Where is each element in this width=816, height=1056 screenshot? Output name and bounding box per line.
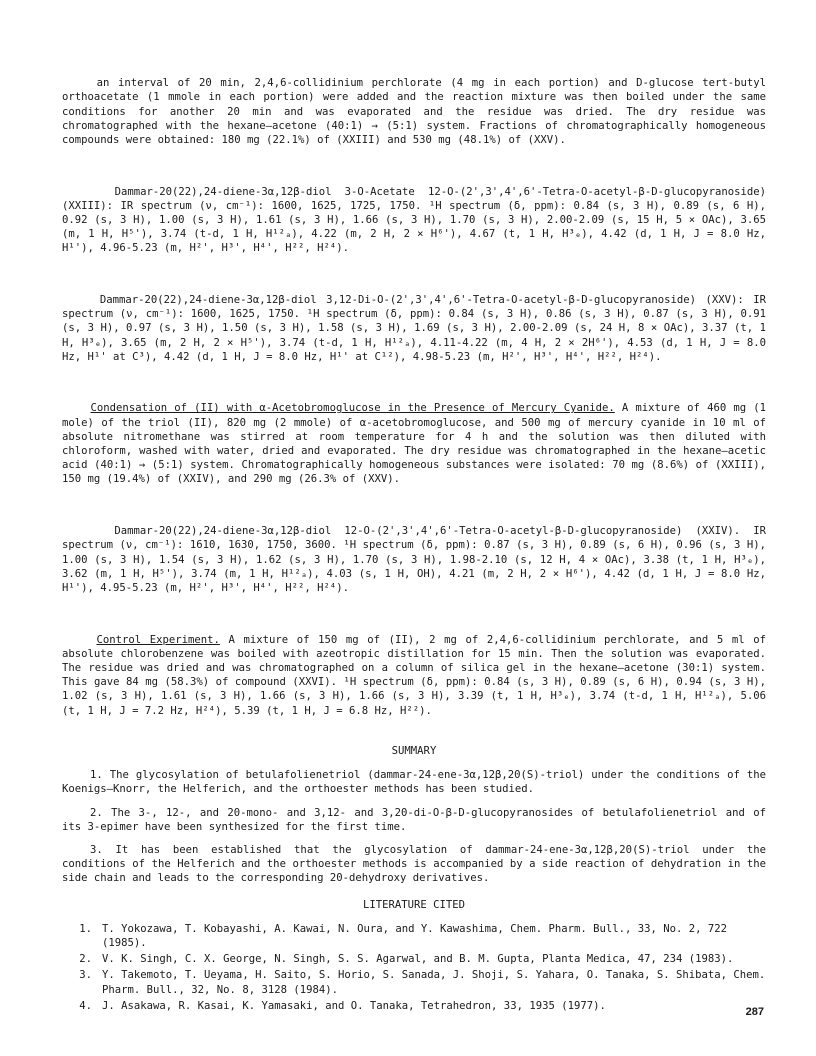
summary-item: 3. It has been established that the glycosylation of dammar-24-ene-3α,12β,20(S)-triol under the conditions of the Helferich and the orthoester methods is accompanied by a side reaction of dehydration in the side chain and leads to the corresponding 20-dehydroxy derivatives. bbox=[62, 843, 766, 885]
reference-text: J. Asakawa, R. Kasai, K. Yamasaki, and O. Tanaka, Tetrahedron, 33, 1935 (1977). bbox=[102, 999, 606, 1012]
paragraph-text: A mixture of 460 mg (1 mole) of the triol (II), 820 mg (2 mmole) of α-acetobromoglucose, and 500 mg of mercury cyanide in 10 ml of absolute nitromethane was stirred at room temperature for 4 h and the solution was then diluted with chloroform, washed with water, dried and evaporated. The dry residue was chromatographed in the hexane—acetic acid (40:1) → (5:1) system. Chromatographically homogeneous substances were isolated: 70 mg (8.6%) of (XXIII), 150 mg (19.4%) of (XXIV), and 290 mg (26.3% of (XXV). bbox=[62, 402, 773, 486]
paragraph-text: an interval of 20 min, 2,4,6-collidinium perchlorate (4 mg in each portion) and D-glucose tert-butyl orthoacetate (1 mmole in each portion) were added and the reaction mixture was then boiled under the same conditions for another 20 min and was evaporated and the residue was dried. The dry residue was chromatographed with the hexane—acetone (40:1) → (5:1) system. Fractions of chromatographically homogeneous compounds were obtained: 180 mg (22.1%) of (XXIII) and 530 mg (48.1%) of (XXV). bbox=[62, 77, 773, 147]
reference-number: 2. bbox=[79, 953, 92, 966]
control-experiment-paragraph bbox=[62, 618, 773, 732]
section-lead-heading: Condensation of (II) with α-Acetobromoglucose in the Presence of Mercury Cyanide. bbox=[90, 402, 615, 415]
compound-xxiv-paragraph bbox=[62, 510, 773, 609]
summary-heading: SUMMARY bbox=[391, 744, 437, 757]
reference-item bbox=[62, 952, 766, 966]
reference-number: 4. bbox=[79, 999, 92, 1012]
paragraph-text: Dammar-20(22),24-diene-3α,12β-diol 3,12-Di-O-(2',3',4',6'-Tetra-O-acetyl-β-D-glucopyranoside) (XXV): IR spectrum (ν, cm⁻¹): 1600, 1625, 1750. ¹H spectrum (δ, ppm): 0.84 (s, 3 H), 0.86 (s, 3 H), 0.87 (s, 3 H), 0.91 (s, 3 H), 0.97 (s, 3 H), 1.50 (s, 3 H), 1.58 (s, 3 H), 1.69 (s, 3 H), 2.00-2.09 (s, 24 H, 8 × OAc), 3.37 (t, 1 H, H³ₑ), 3.65 (m, 2 H, 2 × H⁵'), 3.74 (t-d, 1 H, H¹²ₐ), 4.11-4.22 (m, 4 H, 2 × 2H⁶'), 4.53 (d, 1 H, J = 8.0 Hz, H¹' at C³), 4.42 (d, 1 H, J = 8.0 Hz, H¹' at C¹²), 4.98-5.23 (m, H²', H³', H⁴', H²², H²⁴). bbox=[62, 294, 773, 363]
summary-item: 2. The 3-, 12-, and 20-mono- and 3,12- and 3,20-di-O-β-D-glucopyranosides of betulafolienetriol and of its 3-epimer have been synthesized for the first time. bbox=[62, 806, 766, 833]
paragraph-text: A mixture of 150 mg of (II), 2 mg of 2,4,6-collidinium perchlorate, and 5 ml of absolute chlorobenzene was boiled with azeotropic distillation for 15 min. Then the solution was evaporated. The residue was dried and was chromatographed on a column of silica gel in the hexane—acetone (30:1) system. This gave 84 mg (58.3%) of compound (XXVI). ¹H spectrum (δ, ppm): 0.84 (s, 3 H), 0.89 (s, 6 H), 0.94 (s, 3 H), 1.02 (s, 3 H), 1.61 (s, 3 H), 1.66 (s, 3 H), 1.66 (s, 3 H), 3.39 (t, 1 H, H³ₑ), 3.74 (t-d, 1 H, H¹²ₐ), 5.06 (t, 1 H, J = 7.2 Hz, H²⁴), 5.39 (t, 1 H, J = 6.8 Hz, H²²). bbox=[62, 633, 773, 717]
reference-text: Y. Takemoto, T. Ueyama, H. Saito, S. Horio, S. Sanada, J. Shoji, S. Yahara, O. Tanaka, S. Shibata, Chem. Pharm. Bull., 32, No. 8, 3128 (1984). bbox=[102, 969, 766, 996]
page-number: 287 bbox=[745, 1006, 764, 1018]
reference-number: 3. bbox=[79, 969, 92, 982]
compound-xxv-paragraph bbox=[62, 279, 773, 378]
reference-text: T. Yokozawa, T. Kobayashi, A. Kawai, N. Oura, and Y. Kawashima, Chem. Pharm. Bull., 33, No. 2, 722 (1985). bbox=[102, 922, 728, 949]
reference-number: 1. bbox=[79, 922, 92, 935]
condensation-paragraph bbox=[62, 387, 773, 501]
article-page bbox=[62, 62, 773, 1015]
reference-item bbox=[62, 968, 766, 996]
paragraph-text: Dammar-20(22),24-diene-3α,12β-diol 3-O-Acetate 12-O-(2',3',4',6'-Tetra-O-acetyl-β-D-glucopyranoside) (XXIII): IR spectrum (ν, cm⁻¹): 1600, 1625, 1725, 1750. ¹H spectrum (δ, ppm): 0.84 (s, 3 H), 0.89 (s, 6 H), 0.92 (s, 3 H), 1.00 (s, 3 H), 1.61 (s, 3 H), 1.66 (s, 3 H), 1.70 (s, 3 H), 2.00-2.09 (s, 15 H, 5 × OAc), 3.65 (m, 1 H, H⁵'), 3.74 (t-d, 1 H, H¹²ₐ), 4.22 (m, 2 H, 2 × H⁶'), 4.67 (t, 1 H, H³ₑ), 4.42 (d, 1 H, J = 8.0 Hz, H¹'), 4.96-5.23 (m, H²', H³', H⁴', H²², H²⁴). bbox=[62, 185, 773, 255]
reference-item bbox=[62, 999, 766, 1013]
compound-xxiii-paragraph bbox=[62, 170, 773, 269]
summary-item: 1. The glycosylation of betulafolienetriol (dammar-24-ene-3α,12β,20(S)-triol) under the conditions of the Koenigs—Knorr, the Helferich, and the orthoester methods has been studied. bbox=[62, 769, 766, 796]
literature-heading: LITERATURE CITED bbox=[362, 898, 466, 911]
reference-item bbox=[62, 922, 766, 950]
paragraph-text: Dammar-20(22),24-diene-3α,12β-diol 12-O-(2',3',4',6'-Tetra-O-acetyl-β-D-glucopyranoside) (XXIV). IR spectrum (ν, cm⁻¹): 1610, 1630, 1750, 3600. ¹H spectrum (δ, ppm): 0.87 (s, 3 H), 0.89 (s, 6 H), 0.96 (s, 3 H), 1.00 (s, 3 H), 1.54 (s, 3 H), 1.62 (s, 3 H), 1.70 (s, 3 H), 1.98-2.10 (s, 12 H, 4 × OAc), 3.38 (t, 1 H, H³ₑ), 3.62 (m, 1 H, H⁵'), 3.74 (m, 1 H, H¹²ₐ), 4.03 (s, 1 H, OH), 4.21 (m, 2 H, 2 × H⁶'), 4.42 (d, 1 H, J = 8.0 Hz, H¹'), 4.95-5.23 (m, H²', H³', H⁴', H²², H²⁴). bbox=[62, 525, 773, 594]
reference-list bbox=[62, 922, 766, 1013]
section-lead-heading: Control Experiment. bbox=[96, 633, 220, 646]
experimental-paragraph bbox=[62, 62, 773, 161]
reference-text: V. K. Singh, C. X. George, N. Singh, S. S. Agarwal, and B. M. Gupta, Planta Medica, 47, 234 (1983). bbox=[102, 953, 734, 966]
